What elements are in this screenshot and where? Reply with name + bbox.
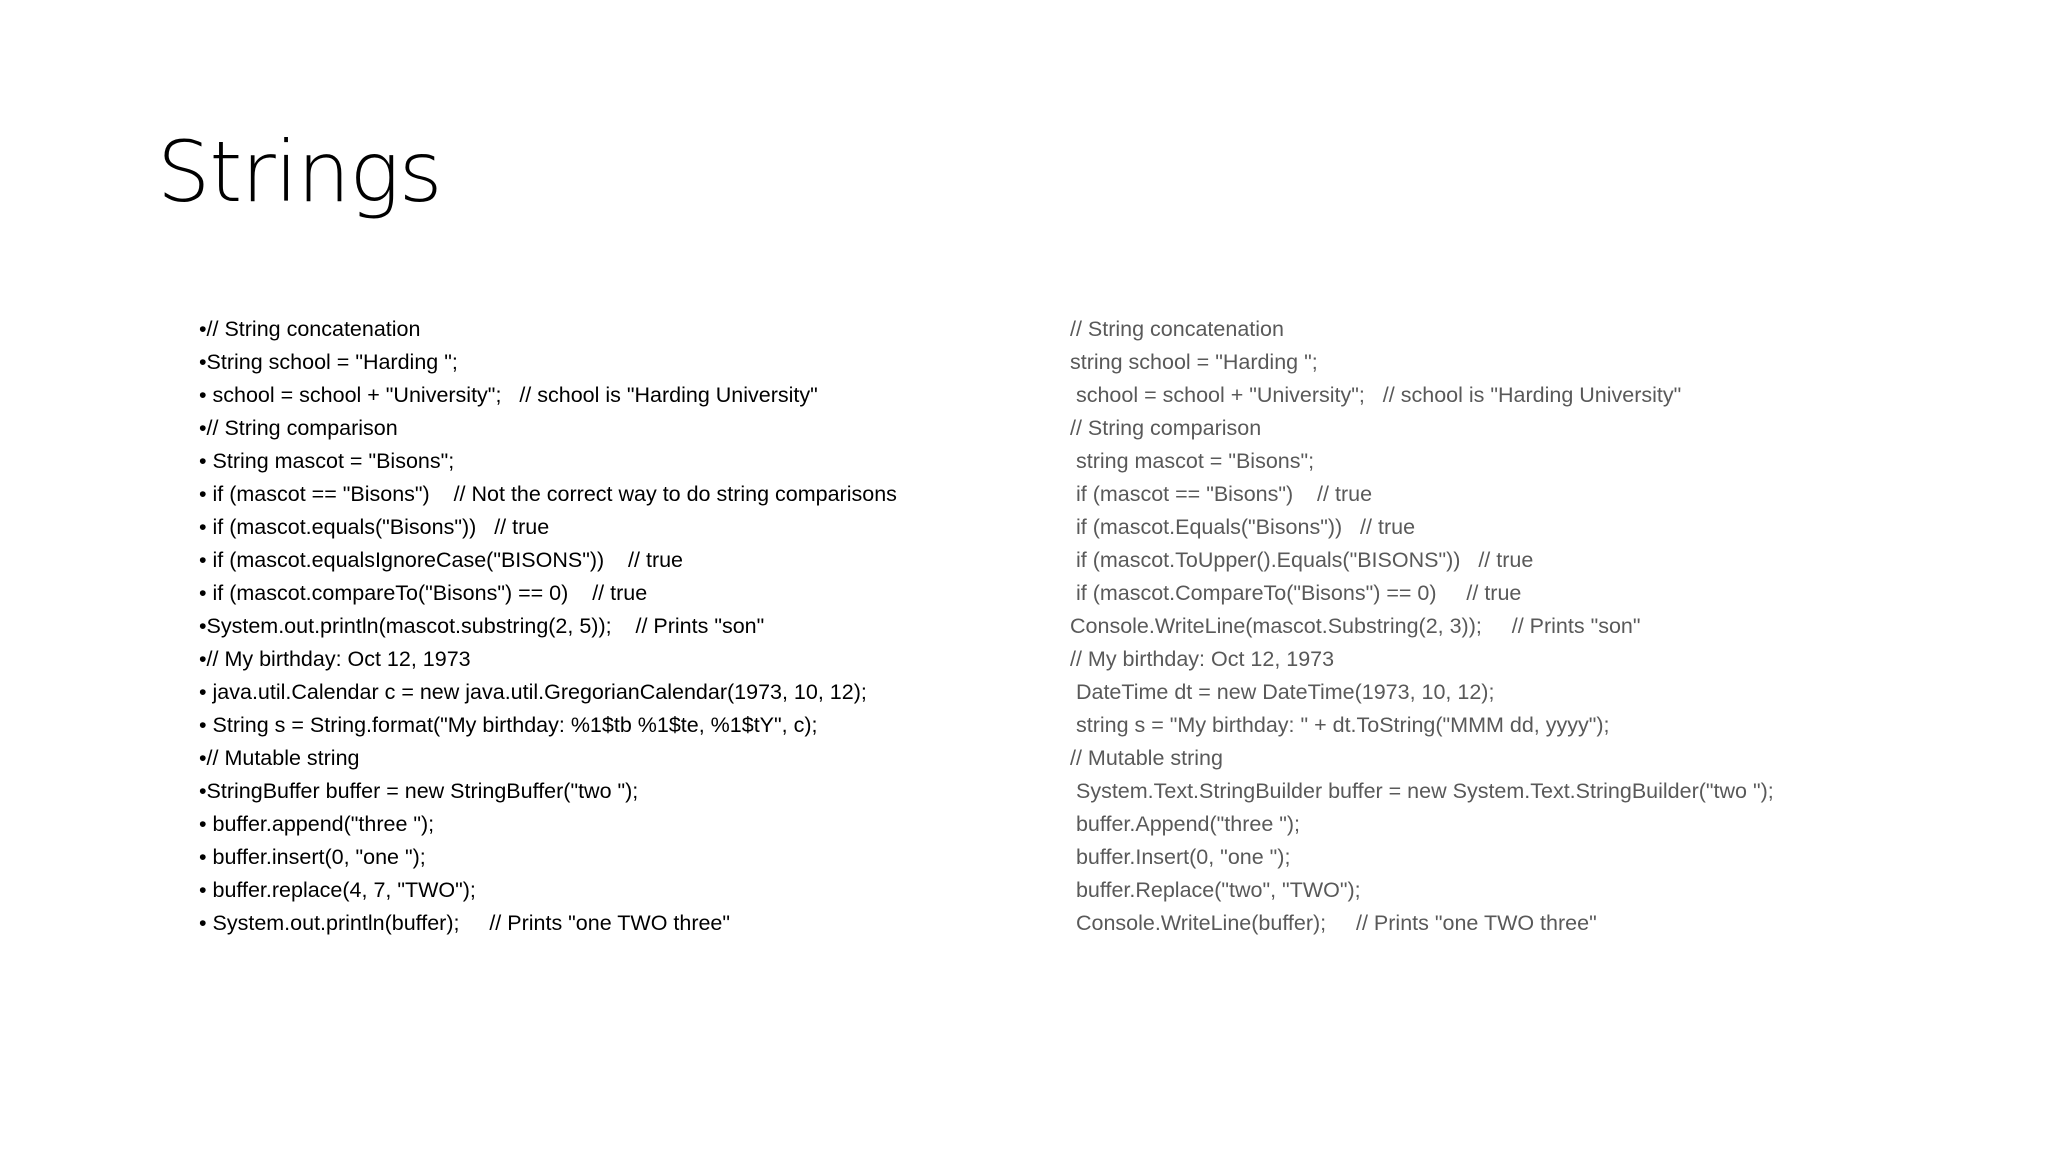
code-line: buffer.Append("three "); bbox=[1070, 812, 1301, 836]
code-line: •System.out.println(mascot.substring(2, 5)); // Prints "son" bbox=[199, 614, 765, 638]
code-line: •// String comparison bbox=[199, 416, 398, 440]
code-line: buffer.Replace("two", "TWO"); bbox=[1070, 878, 1361, 902]
code-line: buffer.Insert(0, "one "); bbox=[1070, 845, 1291, 869]
code-line: • school = school + "University"; // school is "Harding University" bbox=[199, 383, 818, 407]
code-line: • if (mascot.compareTo("Bisons") == 0) // true bbox=[199, 581, 648, 605]
code-line: // My birthday: Oct 12, 1973 bbox=[1070, 647, 1335, 671]
code-line: Console.WriteLine(mascot.Substring(2, 3)); // Prints "son" bbox=[1070, 614, 1641, 638]
code-line: • java.util.Calendar c = new java.util.GregorianCalendar(1973, 10, 12); bbox=[199, 680, 867, 704]
code-line: • buffer.replace(4, 7, "TWO"); bbox=[199, 878, 476, 902]
code-line: • String mascot = "Bisons"; bbox=[199, 449, 455, 473]
code-line: // Mutable string bbox=[1070, 746, 1223, 770]
code-line: if (mascot.ToUpper().Equals("BISONS")) // true bbox=[1070, 548, 1534, 572]
code-line: • if (mascot.equals("Bisons")) // true bbox=[199, 515, 550, 539]
code-line: string s = "My birthday: " + dt.ToString("MMM dd, yyyy"); bbox=[1070, 713, 1610, 737]
code-line: Console.WriteLine(buffer); // Prints "one TWO three" bbox=[1070, 911, 1597, 935]
code-line: • if (mascot == "Bisons") // Not the correct way to do string comparisons bbox=[199, 482, 897, 506]
code-line: •StringBuffer buffer = new StringBuffer("two "); bbox=[199, 779, 639, 803]
code-line: school = school + "University"; // school is "Harding University" bbox=[1070, 383, 1682, 407]
code-line: string mascot = "Bisons"; bbox=[1070, 449, 1315, 473]
csharp-code-column bbox=[1070, 313, 2030, 940]
code-line: string school = "Harding "; bbox=[1070, 350, 1318, 374]
code-line: DateTime dt = new DateTime(1973, 10, 12); bbox=[1070, 680, 1495, 704]
code-line: if (mascot == "Bisons") // true bbox=[1070, 482, 1373, 506]
code-line: •// String concatenation bbox=[199, 317, 421, 341]
code-line: • buffer.append("three "); bbox=[199, 812, 435, 836]
slide-title: Strings bbox=[157, 123, 442, 221]
code-line: // String concatenation bbox=[1070, 317, 1284, 341]
code-line: • buffer.insert(0, "one "); bbox=[199, 845, 426, 869]
code-line: if (mascot.CompareTo("Bisons") == 0) // true bbox=[1070, 581, 1522, 605]
code-line: •String school = "Harding "; bbox=[199, 350, 458, 374]
code-line: • System.out.println(buffer); // Prints "one TWO three" bbox=[199, 911, 731, 935]
code-line: •// Mutable string bbox=[199, 746, 360, 770]
java-code-column bbox=[199, 313, 1049, 940]
code-line: if (mascot.Equals("Bisons")) // true bbox=[1070, 515, 1416, 539]
code-line: • if (mascot.equalsIgnoreCase("BISONS")) // true bbox=[199, 548, 684, 572]
code-line: •// My birthday: Oct 12, 1973 bbox=[199, 647, 471, 671]
code-line: // String comparison bbox=[1070, 416, 1262, 440]
code-line: • String s = String.format("My birthday: %1$tb %1$te, %1$tY", c); bbox=[199, 713, 818, 737]
code-line: System.Text.StringBuilder buffer = new System.Text.StringBuilder("two "); bbox=[1070, 779, 1774, 803]
